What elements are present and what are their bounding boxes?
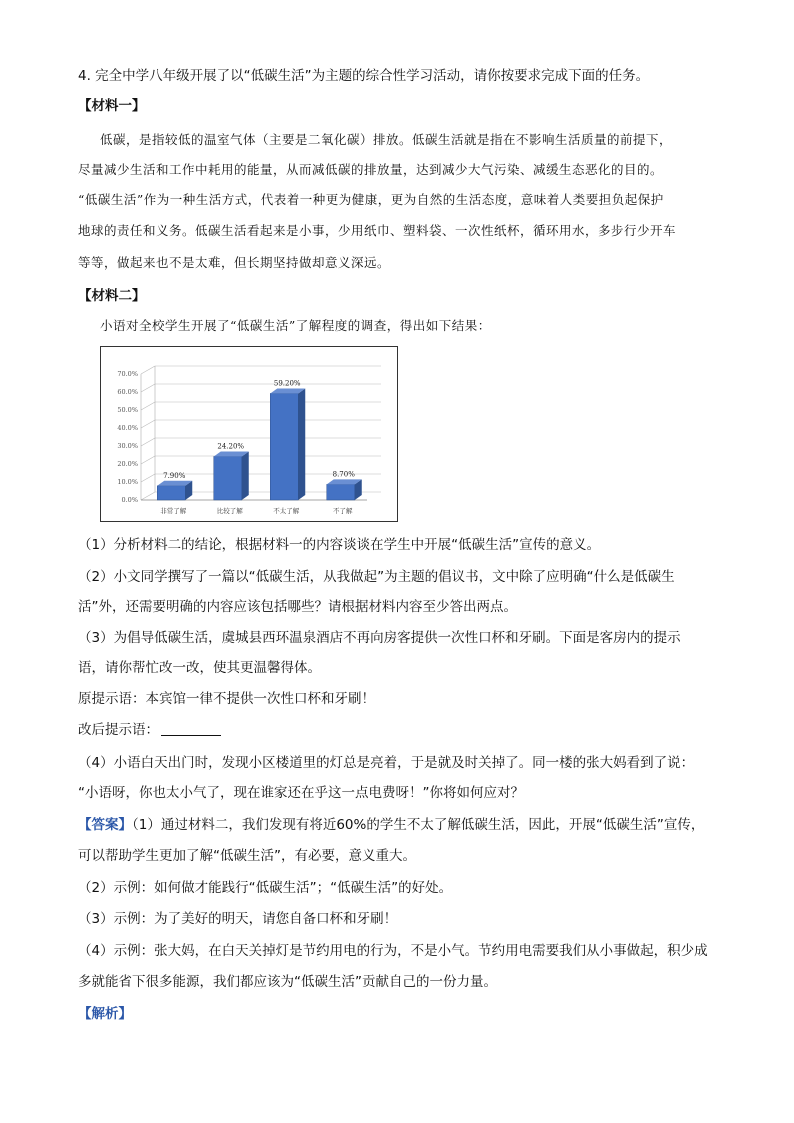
gridline-diagonal xyxy=(141,438,155,446)
y-tick-label: 70.0% xyxy=(117,370,138,378)
bar xyxy=(327,484,355,500)
gridline-diagonal xyxy=(141,456,155,464)
task-1: （1）分析材料二的结论，根据材料一的内容谈谈在学生中开展“低碳生活”宣传的意义。 xyxy=(78,537,601,553)
task-3-revised-prompt xyxy=(78,720,221,740)
material1-line: 等等，做起来也不是太难，但长期坚持做却意义深远。 xyxy=(78,255,391,270)
answer-line: 多就能省下很多能源，我们都应该为“低碳生活”贡献自己的一份力量。 xyxy=(78,974,497,990)
task-3-original-prompt: 原提示语：本宾馆一律不提供一次性口杯和牙刷！ xyxy=(78,691,375,707)
task-2-line: 活”外，还需要明确的内容应该包括哪些？请根据材料内容至少答出两点。 xyxy=(78,599,517,615)
data-label: 24.20% xyxy=(217,442,245,451)
y-tick-label: 40.0% xyxy=(117,424,138,432)
gridline-diagonal xyxy=(141,474,155,482)
material2-intro: 小语对全校学生开展了“低碳生活”了解程度的调查，得出如下结果： xyxy=(100,318,491,333)
task-4-line: （4）小语白天出门时，发现小区楼道里的灯总是亮着，于是就及时关掉了。同一楼的张大妈看到了说： xyxy=(78,755,695,771)
gridline-diagonal xyxy=(141,366,155,374)
y-tick-label: 0.0% xyxy=(121,496,138,504)
material1-line: 尽量减少生活和工作中耗用的能量，从而减低碳的排放量，达到减少大气污染、减缓生态恶化的目的。 xyxy=(78,162,664,177)
answer-line: （4）示例：张大妈，在白天关掉灯是节约用电的行为，不是小气。节约用电需要我们从小事做起，积少成 xyxy=(78,943,708,959)
gridline-diagonal xyxy=(141,384,155,392)
question-intro: 4. 完全中学八年级开展了以“低碳生活”为主题的综合性学习活动，请你按要求完成下面的任务。 xyxy=(78,68,650,84)
survey-chart-svg xyxy=(101,347,397,521)
bar xyxy=(270,393,298,500)
y-tick-label: 30.0% xyxy=(117,442,138,450)
material2-heading: 【材料二】 xyxy=(78,288,146,304)
task-3-line: 语，请你帮忙改一改，使其更温馨得体。 xyxy=(78,660,321,676)
bar xyxy=(214,456,242,500)
material1-line: “低碳生活”作为一种生活方式，代表着一种更为健康，更为自然的生活态度，意味着人类要担负起保护 xyxy=(78,192,664,207)
bar xyxy=(157,486,185,500)
bar-side xyxy=(298,388,305,500)
material1-heading: 【材料一】 xyxy=(78,98,146,114)
y-tick-label: 10.0% xyxy=(117,478,138,486)
category-label: 非常了解 xyxy=(160,507,187,515)
y-tick-label: 20.0% xyxy=(117,460,138,468)
answer-blank xyxy=(161,721,221,736)
answer-3: （3）示例：为了美好的明天，请您自备口杯和牙刷！ xyxy=(78,911,398,927)
survey-chart xyxy=(100,346,398,522)
data-label: 59.20% xyxy=(273,379,301,388)
category-label: 比较了解 xyxy=(216,507,243,515)
y-tick-label: 50.0% xyxy=(117,406,138,414)
answer-1-text: （1）通过材料二，我们发现有将近60%的学生不太了解低碳生活，因此，开展“低碳生活”宣传， xyxy=(132,817,705,833)
material1-line: 低碳，是指较低的温室气体（主要是二氧化碳）排放。低碳生活就是指在不影响生活质量的前提下， xyxy=(100,132,673,147)
data-label: 8.70% xyxy=(332,470,355,479)
answer-2: （2）示例：如何做才能践行“低碳生活”；“低碳生活”的好处。 xyxy=(78,880,453,896)
category-label: 不了解 xyxy=(333,507,353,515)
category-label: 不太了解 xyxy=(273,507,300,515)
data-label: 7.90% xyxy=(163,471,186,480)
gridline-diagonal xyxy=(141,420,155,428)
analysis-label: 【解析】 xyxy=(78,1006,132,1022)
task-2-line: （2）小文同学撰写了一篇以“低碳生活，从我做起”为主题的倡议书，文中除了应明确“什么是低碳生 xyxy=(78,569,675,585)
task-3-revised-label: 改后提示语： xyxy=(78,722,159,738)
y-tick-label: 60.0% xyxy=(117,388,138,396)
gridline-diagonal xyxy=(141,492,155,500)
answer-line xyxy=(78,815,704,835)
answer-line: 可以帮助学生更加了解“低碳生活”，有必要，意义重大。 xyxy=(78,848,416,864)
material1-line: 地球的责任和义务。低碳生活看起来是小事，少用纸巾、塑料袋、一次性纸杯，循环用水，多步行少开车 xyxy=(78,223,677,238)
task-3-line: （3）为倡导低碳生活，虞城县西环温泉酒店不再向房客提供一次性口杯和牙刷。下面是客房内的提示 xyxy=(78,630,681,646)
gridline-diagonal xyxy=(141,402,155,410)
bar-side xyxy=(242,451,249,500)
task-4-line: “小语呀，你也太小气了，现在谁家还在乎这一点电费呀！”你将如何应对？ xyxy=(78,785,524,801)
answer-label: 【答案】 xyxy=(78,817,132,833)
